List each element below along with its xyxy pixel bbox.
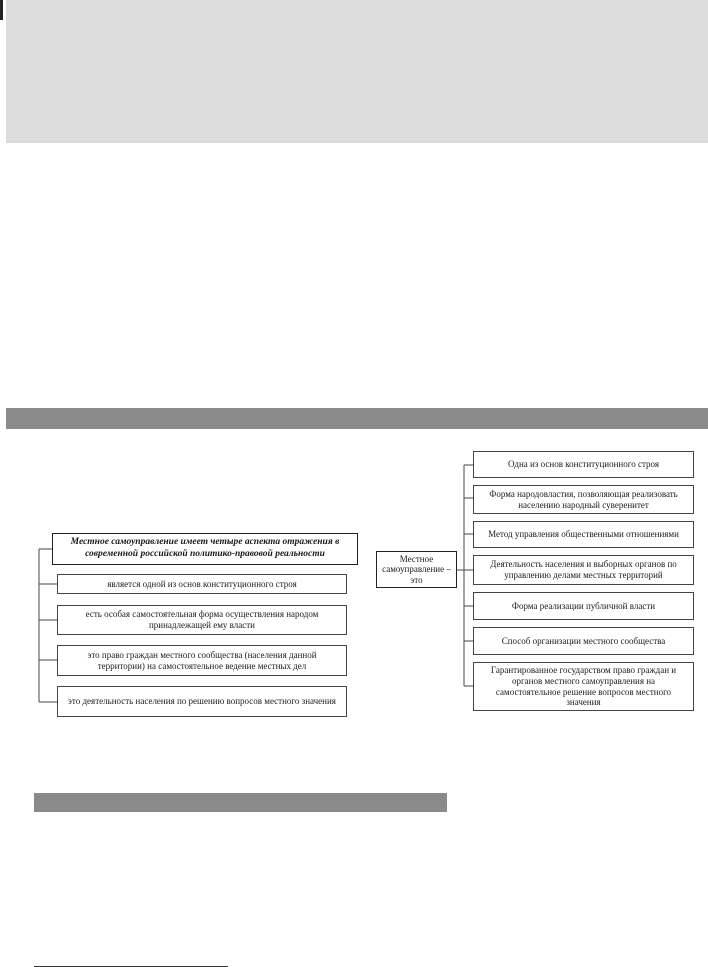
aspect-box-1 xyxy=(57,574,347,594)
aspects-title-box xyxy=(52,533,358,565)
aspect-text: это деятельность населения по решению вопросов местного значения xyxy=(68,696,336,707)
aspects-title: Местное самоуправление имеет четыре аспекта отражения в современной российской политико-правовой реальности xyxy=(70,537,340,559)
definition-text: Гарантированное государством право граждан и органов местного самоуправления на самостоятельное решение вопросов местного значения xyxy=(490,664,677,708)
definition-text: Форма реализации публичной власти xyxy=(511,600,656,611)
definition-text: Деятельность населения и выборных органов по управлению делами местных территорий xyxy=(490,559,677,580)
aspect-text: это право граждан местного сообщества (населения данной территории) на самостоятельное ведение местных дел xyxy=(87,649,317,671)
redacted-heading-band xyxy=(6,408,708,429)
definition-box-5 xyxy=(473,592,694,620)
aspect-text: является одной из основ конституционного строя xyxy=(107,578,297,589)
aspect-box-4 xyxy=(57,686,347,717)
aspect-text: есть особая самостоятельная форма осуществления народом принадлежащей ему власти xyxy=(85,609,319,630)
page-edge-mark xyxy=(0,0,3,20)
definition-box-6 xyxy=(473,627,694,655)
definition-box-7 xyxy=(473,662,694,711)
definition-text: Форма народовластия, позволяющая реализовать населению народный суверенитет xyxy=(489,488,678,510)
definition-text: Способ организации местного сообщества xyxy=(501,635,666,646)
definition-text: Метод управления общественными отношениями xyxy=(488,529,679,540)
local-self-government-label: Местное самоуправление – это xyxy=(382,553,451,585)
definition-box-2 xyxy=(473,485,694,514)
aspect-box-2 xyxy=(57,605,347,635)
definition-box-4 xyxy=(473,555,694,585)
definition-box-1 xyxy=(473,451,694,478)
aspect-box-3 xyxy=(57,645,347,676)
redacted-header-area xyxy=(6,0,708,143)
definition-box-3 xyxy=(473,521,694,548)
definition-text: Одна из основ конституционного строя xyxy=(508,459,659,470)
local-self-government-label-box xyxy=(376,551,457,588)
redacted-subheading-band xyxy=(34,793,447,812)
